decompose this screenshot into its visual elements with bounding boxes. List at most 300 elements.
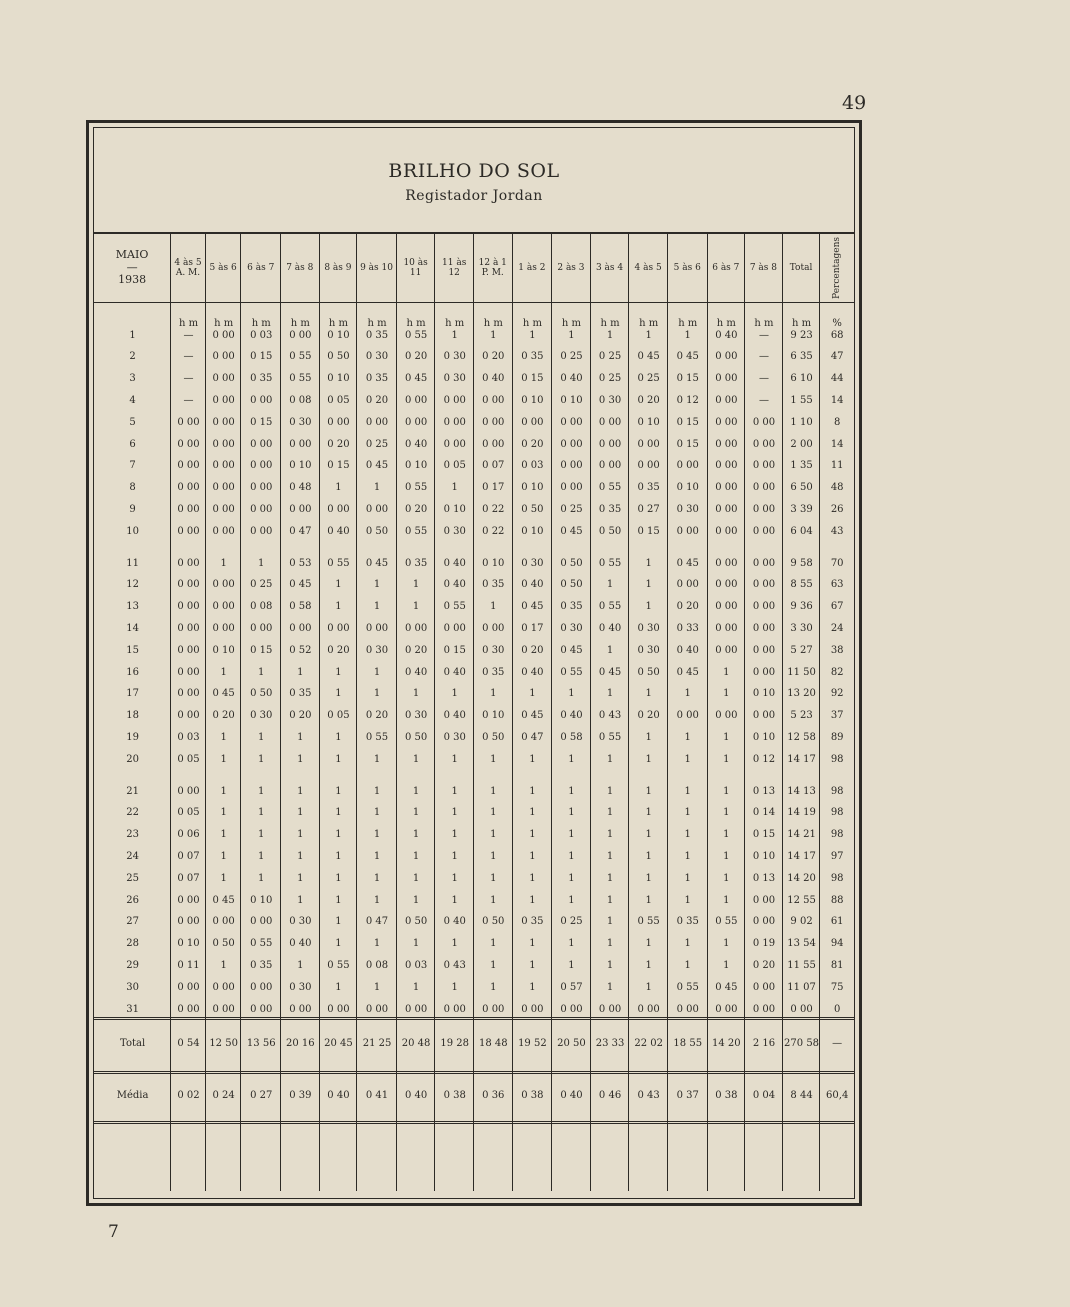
table-cell: 1 [220, 850, 227, 862]
table-row [94, 727, 854, 747]
table-cell: 0 40 [404, 438, 428, 450]
table-cell: 0 00 [752, 416, 776, 428]
table-cell: 0 20 [327, 438, 350, 450]
table-cell: 1 [490, 872, 497, 884]
table-cell: 1 [373, 938, 381, 950]
table-cell: 0 00 [177, 579, 200, 591]
table-cell: 0 47 [521, 731, 544, 743]
table-cell: 0 00 [289, 503, 312, 515]
table-row [94, 890, 854, 910]
table-cell: 88 [830, 894, 844, 906]
table-cell: 0 00 [443, 622, 466, 634]
table-cell: 0 00 [212, 460, 235, 472]
table-cell: 0 00 [212, 394, 235, 406]
table-cell: 0 30 [250, 710, 273, 722]
table-cell: 1 [606, 959, 614, 971]
table-cell: 0 27 [637, 503, 660, 515]
table-cell: 0 35 [482, 666, 505, 678]
table-row [94, 369, 854, 389]
table-cell: 11 55 [787, 959, 816, 971]
table-cell: 0 25 [598, 351, 622, 363]
table-cell: 1 [684, 829, 691, 841]
table-cell: 0 00 [790, 1003, 813, 1015]
table-cell: 0 00 [676, 1003, 699, 1015]
table-cell: 0 08 [289, 394, 312, 406]
page-title: BRILHO DO SOL [388, 160, 560, 182]
table-cell: 1 [297, 872, 304, 884]
table-cell: 1 [684, 850, 691, 862]
table-cell: 1 [606, 688, 614, 700]
table-row [94, 390, 854, 410]
table-cell: 0 00 [521, 1003, 544, 1015]
table-cell: 29 [126, 959, 139, 971]
table-cell: 0 55 [404, 525, 428, 537]
table-cell: 0 40 [560, 373, 583, 385]
table-cell: 0 00 [482, 1003, 505, 1015]
unit-label: h m [290, 317, 310, 329]
table-cell: 0 13 [752, 872, 776, 884]
table-cell: 0 45 [365, 460, 389, 472]
table-cell: — [183, 373, 194, 385]
unit-label: h m [561, 317, 582, 329]
table-cell: 0 24 [212, 1089, 235, 1101]
table-cell: 0 30 [289, 916, 312, 928]
table-cell: 0 00 [289, 438, 312, 450]
table-cell: 6 50 [790, 482, 813, 494]
table-cell: 0 07 [482, 460, 505, 472]
table-cell: 1 [568, 688, 575, 700]
table-cell: 1 [297, 753, 304, 765]
table-cell: 1 [335, 785, 342, 797]
table-cell: 0 10 [443, 503, 466, 515]
table-cell: Total [120, 1037, 146, 1049]
table-cell: 0 00 [177, 557, 200, 569]
table-cell: 1 [297, 829, 304, 841]
table-cell: 0 20 [482, 351, 505, 363]
table-row [94, 347, 854, 367]
table-cell: 0 38 [443, 1089, 466, 1101]
table-cell: 11 [830, 460, 844, 472]
table-cell: 6 35 [790, 351, 813, 363]
table-cell: 13 [126, 601, 139, 613]
column-header: 9 às 10 [357, 234, 397, 302]
table-cell: 11 [126, 557, 139, 569]
table-cell: 0 00 [715, 525, 738, 537]
table-cell: 0 20 [404, 503, 428, 515]
table-cell: 1 [220, 557, 227, 569]
table-cell: 0 45 [676, 557, 699, 569]
table-cell: 1 [606, 916, 614, 928]
table-cell: 1 [606, 938, 614, 950]
table-cell: 14 17 [787, 753, 816, 765]
table-cell: 0 20 [404, 351, 428, 363]
table-cell: 1 [529, 785, 536, 797]
table-cell: 0 45 [289, 579, 312, 591]
table-cell: 0 08 [250, 601, 273, 613]
table-cell: 1 [606, 785, 614, 797]
table-cell: 0 10 [560, 394, 583, 406]
table-cell: 1 [373, 688, 381, 700]
table-cell: 1 [606, 829, 614, 841]
table-cell: 1 [373, 753, 381, 765]
table-cell: 20 45 [324, 1037, 353, 1049]
table-cell: 0 15 [250, 351, 273, 363]
table-cell: 1 [373, 666, 381, 678]
table-cell: 0 00 [212, 351, 235, 363]
table-cell: 17 [126, 688, 139, 700]
table-cell: 0 30 [521, 557, 544, 569]
table-cell: 0 00 [212, 916, 235, 928]
table-cell: 1 [373, 829, 381, 841]
table-cell: 0 00 [482, 416, 505, 428]
table-cell: 1 [490, 807, 497, 819]
table-cell: 0 55 [443, 601, 466, 613]
table-cell: 1 [220, 959, 227, 971]
table-cell: 0 20 [521, 438, 544, 450]
table-cell: 0 00 [560, 416, 583, 428]
table-cell: 1 [335, 829, 342, 841]
table-cell: 0 00 [327, 1003, 350, 1015]
table-row [94, 618, 854, 638]
table-cell: 0 55 [598, 482, 622, 494]
table-cell: 0 30 [598, 394, 622, 406]
table-cell: 1 [645, 959, 652, 971]
table-cell: 0 25 [637, 373, 660, 385]
table-cell: 6 [129, 438, 136, 450]
page-number: 49 [842, 92, 867, 114]
table-cell: 1 [451, 829, 458, 841]
table-cell: 0 00 [752, 579, 776, 591]
month-label: MAIO [115, 248, 149, 262]
table-cell: 0 55 [289, 351, 312, 363]
table-cell: 1 [335, 601, 342, 613]
table-cell: 0 00 [560, 438, 583, 450]
table-cell: 1 [220, 666, 227, 678]
table-cell: 0 20 [637, 710, 660, 722]
table-cell: 1 [606, 981, 614, 993]
table-cell: 63 [830, 579, 844, 591]
table-cell: 0 00 [752, 438, 776, 450]
table-cell: 1 [297, 894, 304, 906]
table-cell: 1 [490, 688, 497, 700]
table-cell: 0 15 [637, 525, 660, 537]
table-cell: 0 55 [598, 731, 622, 743]
title-block [94, 128, 854, 234]
table-cell: 26 [126, 894, 139, 906]
table-cell: 9 02 [790, 916, 813, 928]
table-cell: 1 [645, 807, 652, 819]
table-cell: 0 30 [676, 503, 699, 515]
table-cell: 0 00 [212, 438, 235, 450]
table-cell: 0 20 [676, 601, 699, 613]
column-header: 4 às 5 [629, 234, 668, 302]
table-cell: 1 [258, 872, 265, 884]
table-cell: 98 [830, 872, 844, 884]
table-cell: 1 [412, 785, 420, 797]
table-cell: 0 20 [365, 710, 389, 722]
table-cell: 0 00 [177, 666, 200, 678]
table-rule [94, 1071, 854, 1074]
table-cell: 0 00 [177, 710, 200, 722]
table-cell: 0 00 [598, 416, 622, 428]
table-cell: 0 00 [289, 1003, 312, 1015]
table-cell: 1 [529, 959, 536, 971]
unit-label: h m [214, 317, 234, 329]
table-cell: 0 30 [443, 373, 466, 385]
table-cell: 43 [830, 525, 844, 537]
table-cell: 1 10 [790, 416, 813, 428]
table-cell: 1 [373, 482, 381, 494]
table-cell: 98 [830, 753, 844, 765]
table-cell: 0 07 [177, 872, 200, 884]
table-cell: 0 30 [637, 644, 660, 656]
unit-label: h m [406, 317, 426, 329]
table-cell: 1 35 [790, 460, 813, 472]
table-cell: 1 [568, 959, 575, 971]
table-cell: 0 10 [521, 482, 544, 494]
table-cell: 0 55 [327, 557, 350, 569]
table-cell: 0 00 [250, 1003, 273, 1015]
table-cell: 0 17 [482, 482, 505, 494]
table-cell: 9 58 [790, 557, 813, 569]
table-cell: — [183, 329, 194, 341]
table-cell: — [758, 394, 769, 406]
table-cell: 0 50 [482, 916, 505, 928]
table-cell: 1 [335, 916, 342, 928]
table-cell: 0 00 [752, 894, 776, 906]
table-cell: 0 00 [250, 916, 273, 928]
table-cell: 0 30 [289, 416, 312, 428]
table-rule [94, 1121, 854, 1124]
table-cell: 0 00 [177, 916, 200, 928]
table-cell: 0 00 [715, 416, 738, 428]
table-cell: 1 [297, 807, 304, 819]
table-cell: 0 15 [250, 416, 273, 428]
table-cell: — [758, 351, 769, 363]
table-cell: 0 10 [752, 731, 776, 743]
table-row [94, 825, 854, 845]
table-cell: 0 00 [752, 460, 776, 472]
table-cell: 1 [451, 785, 458, 797]
table-row [94, 597, 854, 617]
table-cell: 0 00 [676, 710, 699, 722]
table-cell: 0 00 [560, 1003, 583, 1015]
table-cell: 1 [723, 894, 730, 906]
table-cell: 14 13 [787, 785, 816, 797]
table-cell: — [183, 394, 194, 406]
table-cell: 1 [258, 666, 265, 678]
table-cell: 0 07 [177, 850, 200, 862]
table-cell: 97 [830, 850, 844, 862]
table-row [94, 749, 854, 769]
table-cell: 0 12 [752, 753, 776, 765]
table-cell: 1 [529, 938, 536, 950]
table-cell: 0 55 [289, 373, 312, 385]
table-cell: 0 54 [177, 1037, 200, 1049]
table-cell: 0 00 [404, 416, 428, 428]
table-cell: 1 [412, 850, 420, 862]
percent-header-label: Percentagens [831, 237, 842, 299]
table-cell: 0 00 [212, 1003, 235, 1015]
table-cell: 1 [606, 850, 614, 862]
table-cell: — [758, 373, 769, 385]
unit-label: h m [600, 317, 620, 329]
column-header: 6 às 7 [708, 234, 746, 302]
table-row [94, 325, 854, 345]
table-cell: 0 15 [676, 416, 699, 428]
table-cell: 0 40 [521, 666, 544, 678]
table-cell: 20 16 [286, 1037, 315, 1049]
table-cell: — [183, 351, 194, 363]
table-cell: 1 [373, 601, 381, 613]
table-cell: 0 40 [715, 329, 738, 341]
table-cell: 0 47 [289, 525, 312, 537]
table-cell: 0 43 [598, 710, 622, 722]
table-cell: 1 [490, 329, 497, 341]
table-cell: 1 [258, 785, 265, 797]
table-cell: 1 [645, 557, 652, 569]
table-cell: 1 [373, 807, 381, 819]
table-cell: 60,4 [826, 1089, 849, 1101]
table-cell: 1 [373, 850, 381, 862]
table-cell: 1 [412, 894, 420, 906]
table-cell: 1 [529, 850, 536, 862]
table-cell: 1 [723, 785, 730, 797]
table-cell: Média [116, 1089, 149, 1101]
table-cell: 0 41 [365, 1089, 389, 1101]
table-cell: 1 [490, 959, 497, 971]
table-cell: 1 [490, 785, 497, 797]
table-cell: 1 [606, 579, 614, 591]
table-cell: 0 10 [404, 460, 428, 472]
table-cell: 14 20 [787, 872, 816, 884]
table-cell: 0 00 [752, 557, 776, 569]
table-cell: 1 [412, 981, 420, 993]
table-cell: 0 48 [289, 482, 312, 494]
table-cell: 1 [490, 753, 497, 765]
table-cell: 0 00 [715, 503, 738, 515]
table-row [94, 662, 854, 682]
table-cell: 0 30 [560, 622, 583, 634]
table-cell: 0 00 [212, 525, 235, 537]
unit-label: h m [178, 317, 199, 329]
table-cell: 31 [126, 1003, 139, 1015]
table-cell: 0 00 [752, 622, 776, 634]
table-cell: 0 40 [404, 1089, 428, 1101]
table-cell: 13 56 [246, 1037, 276, 1049]
month-header [94, 234, 171, 302]
table-cell: 0 25 [250, 579, 273, 591]
table-cell: 8 [833, 416, 841, 428]
table-cell: 1 [568, 785, 575, 797]
table-cell: 14 21 [787, 829, 816, 841]
table-cell: 18 [126, 710, 139, 722]
table-cell: 0 40 [676, 644, 699, 656]
unit-label: % [832, 317, 842, 329]
table-cell: 47 [830, 351, 844, 363]
table-cell: 0 00 [250, 525, 273, 537]
table-cell: 24 [830, 622, 844, 634]
table-cell: 0 00 [250, 394, 273, 406]
table-cell: 1 [258, 557, 265, 569]
table-cell: 1 [412, 807, 420, 819]
table-cell: 1 [645, 981, 652, 993]
table-cell: 0 00 [443, 438, 466, 450]
table-cell: 1 [723, 807, 730, 819]
table-cell: 11 50 [787, 666, 816, 678]
table-cell: 0 10 [482, 557, 505, 569]
table-cell: 1 [645, 850, 652, 862]
table-cell: 0 45 [598, 666, 622, 678]
table-cell: 1 [258, 829, 265, 841]
table-cell: 0 00 [177, 438, 200, 450]
table-cell: 1 [373, 894, 381, 906]
table-cell: 9 23 [790, 329, 813, 341]
table-row [94, 575, 854, 595]
table-cell: 0 35 [250, 959, 273, 971]
table-cell: 0 45 [212, 688, 235, 700]
table-cell: 1 [645, 753, 652, 765]
table-cell: 0 50 [212, 938, 235, 950]
table-cell: 0 40 [404, 666, 428, 678]
table-cell: 0 05 [177, 807, 200, 819]
table-cell: 0 00 [212, 482, 235, 494]
table-cell: 0 50 [365, 525, 389, 537]
table-row [94, 434, 854, 454]
table-cell: 0 00 [177, 503, 200, 515]
table-cell: 0 00 [715, 394, 738, 406]
table-cell: 0 35 [365, 329, 389, 341]
table-cell: 0 00 [598, 460, 622, 472]
table-cell: 1 [373, 579, 381, 591]
table-row [94, 781, 854, 801]
table-cell: 1 [335, 872, 342, 884]
table-cell: 0 00 [715, 710, 738, 722]
table-cell: 1 [568, 329, 575, 341]
table-cell: 1 [529, 872, 536, 884]
total-row [94, 1033, 854, 1053]
table-cell: 0 00 [212, 601, 235, 613]
table-cell: 1 [335, 688, 342, 700]
table-cell: 0 45 [637, 351, 660, 363]
table-cell: 0 45 [715, 981, 738, 993]
table-cell: 0 35 [676, 916, 699, 928]
table-cell: 1 [373, 872, 381, 884]
table-cell: 0 40 [443, 579, 466, 591]
table-cell: 1 [529, 981, 536, 993]
table-cell: 1 55 [790, 394, 813, 406]
table-cell: — [758, 329, 769, 341]
table-cell: 0 00 [212, 579, 235, 591]
table-cell: 1 [297, 785, 304, 797]
table-cell: 0 00 [715, 438, 738, 450]
table-cell: 1 [529, 894, 536, 906]
table-cell: 0 55 [598, 601, 622, 613]
table-cell: 0 15 [250, 644, 273, 656]
table-cell: 1 [645, 829, 652, 841]
table-cell: 0 55 [637, 916, 660, 928]
table-cell: 0 55 [676, 981, 699, 993]
table-cell: 0 58 [560, 731, 583, 743]
table-cell: 14 [830, 394, 844, 406]
table-row [94, 934, 854, 954]
table-cell: 0 30 [443, 351, 466, 363]
table-cell: 0 03 [177, 731, 200, 743]
table-cell: 0 35 [637, 482, 660, 494]
table-cell: 1 [129, 329, 136, 341]
table-cell: 1 [684, 688, 691, 700]
table-cell: 14 19 [787, 807, 816, 819]
